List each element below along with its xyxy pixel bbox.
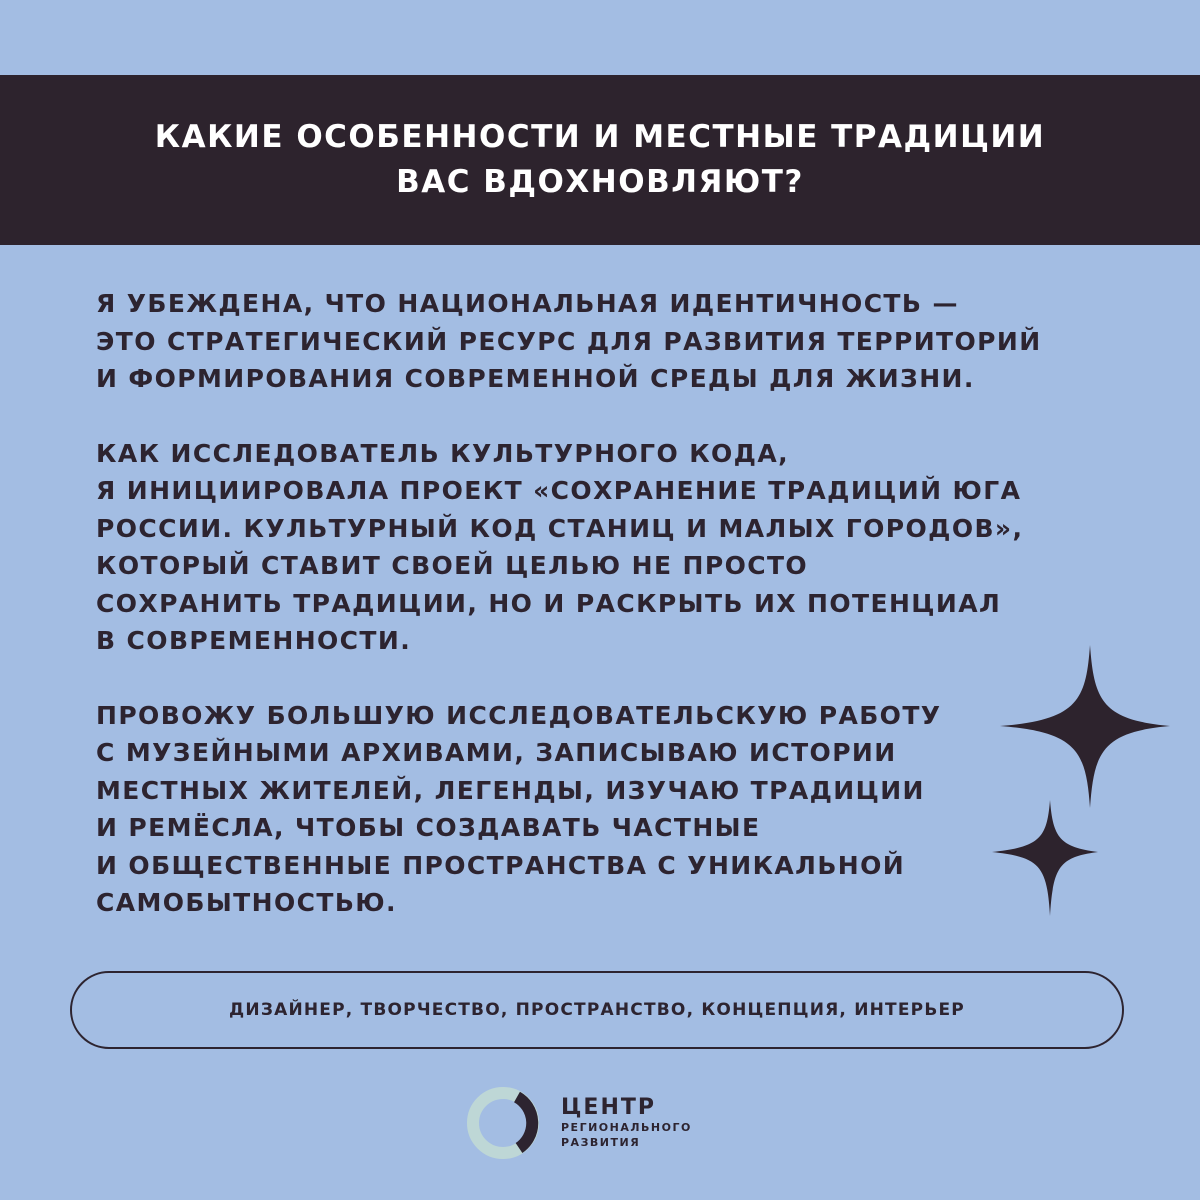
logo [463,1083,692,1163]
paragraph-line: В СОВРЕМЕННОСТИ. [96,626,412,655]
decorative-stars [990,640,1180,920]
four-point-star-icon [1000,645,1170,808]
paragraph-line: МЕСТНЫХ ЖИТЕЛЕЙ, ЛЕГЕНДЫ, ИЗУЧАЮ ТРАДИЦИИ [96,775,925,805]
paragraph-line: САМОБЫТНОСТЬЮ. [96,888,397,917]
paragraph-line: ПРОВОЖУ БОЛЬШУЮ ИССЛЕДОВАТЕЛЬСКУЮ РАБОТУ [96,700,942,730]
paragraph-line: Я УБЕЖДЕНА, ЧТО НАЦИОНАЛЬНАЯ ИДЕНТИЧНОСТЬ — [96,289,959,318]
logo-subtitle-1: РЕГИОНАЛЬНОГО [561,1121,692,1134]
header-title-line-1: КАКИЕ ОСОБЕННОСТИ И МЕСТНЫЕ ТРАДИЦИИ [154,119,1046,155]
paragraph-line: КАК ИССЛЕДОВАТЕЛЬ КУЛЬТУРНОГО КОДА, [96,438,789,468]
paragraph-1 [96,285,1136,398]
paragraph-line: ЭТО СТРАТЕГИЧЕСКИЙ РЕСУРС ДЛЯ РАЗВИТИЯ ТЕРРИТОРИЙ [96,326,1042,356]
paragraph-line: КОТОРЫЙ СТАВИТ СВОЕЙ ЦЕЛЬЮ НЕ ПРОСТО [96,551,809,580]
logo-text [561,1096,692,1150]
body-text [96,285,1136,959]
paragraph-line: РОССИИ. КУЛЬТУРНЫЙ КОД СТАНИЦ И МАЛЫХ ГОРОДОВ», [96,513,1024,543]
logo-title: ЦЕНТР [561,1095,656,1120]
paragraph-line: СОХРАНИТЬ ТРАДИЦИИ, НО И РАСКРЫТЬ ИХ ПОТЕНЦИАЛ [96,588,1002,618]
paragraph-2 [96,435,1136,660]
logo-ring-icon [463,1083,543,1163]
paragraph-line: И ФОРМИРОВАНИЯ СОВРЕМЕННОЙ СРЕДЫ ДЛЯ ЖИЗНИ. [96,364,975,393]
paragraph-line: Я ИНИЦИИРОВАЛА ПРОЕКТ «СОХРАНЕНИЕ ТРАДИЦИЙ ЮГА [96,476,1022,505]
header-title-line-2: ВАС ВДОХНОВЛЯЮТ? [396,164,804,200]
tags-box [70,971,1124,1049]
paragraph-line: И ОБЩЕСТВЕННЫЕ ПРОСТРАНСТВА С УНИКАЛЬНОЙ [96,850,906,880]
paragraph-3 [96,697,1136,922]
tags-text: ДИЗАЙНЕР, ТВОРЧЕСТВО, ПРОСТРАНСТВО, КОНЦЕПЦИЯ, ИНТЕРЬЕР [229,1000,965,1020]
paragraph-line: И РЕМЁСЛА, ЧТОБЫ СОЗДАВАТЬ ЧАСТНЫЕ [96,813,761,842]
paragraph-line: С МУЗЕЙНЫМИ АРХИВАМИ, ЗАПИСЫВАЮ ИСТОРИИ [96,738,897,767]
header-banner [0,75,1200,245]
four-point-star-icon [992,800,1098,916]
logo-subtitle-2: РАЗВИТИЯ [561,1136,641,1149]
